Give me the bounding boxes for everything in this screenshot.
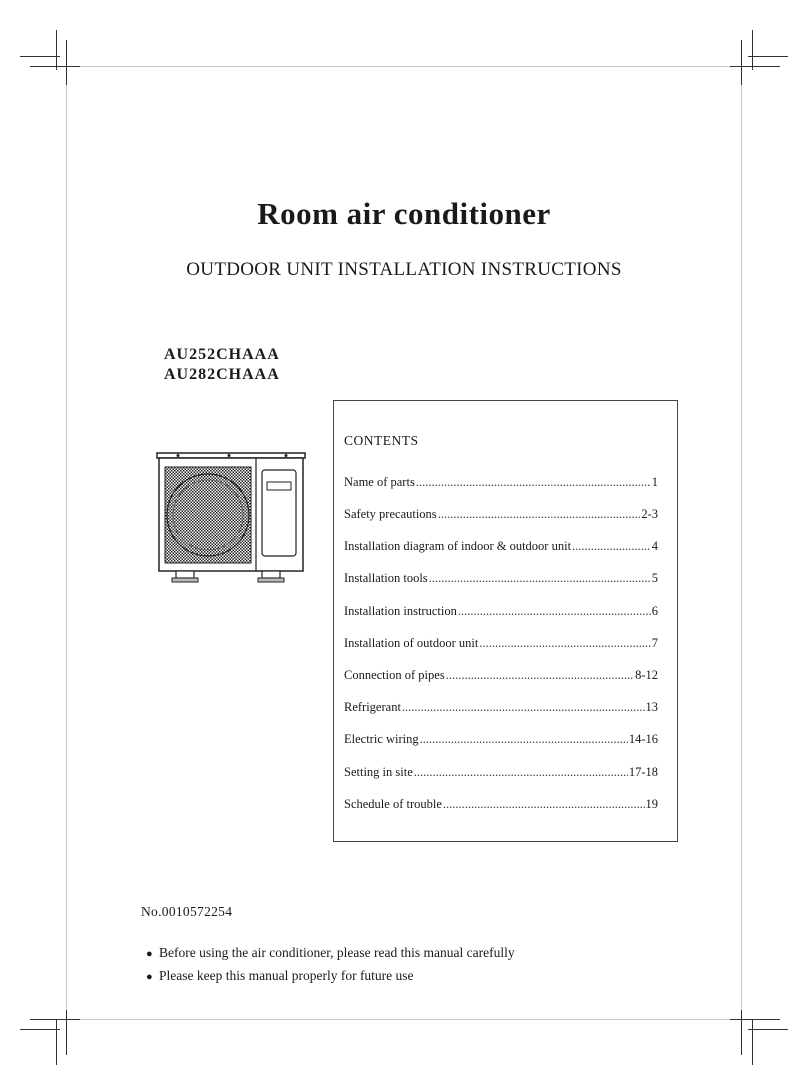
toc-item-page: 8-12 <box>635 668 658 682</box>
toc-item-label: Name of parts <box>344 475 415 489</box>
toc-leader-dots <box>438 507 641 522</box>
toc-item-page: 14-16 <box>628 732 658 746</box>
toc-item-label: Safety precautions <box>344 507 437 521</box>
toc-item[interactable] <box>344 636 658 654</box>
outdoor-unit-illustration <box>156 452 306 586</box>
contents-heading: CONTENTS <box>344 433 419 448</box>
toc-item[interactable] <box>344 507 658 525</box>
bullet-icon: ● <box>146 948 153 960</box>
toc-item-label: Installation diagram of indoor & outdoor unit <box>344 539 572 553</box>
table-of-contents <box>333 400 678 842</box>
toc-item[interactable] <box>344 797 658 815</box>
bullet-icon: ● <box>146 971 153 983</box>
toc-item-label: Setting in site <box>344 765 413 779</box>
document-title: Room air conditioner <box>257 196 551 231</box>
model-number: AU282CHAAA <box>164 366 280 383</box>
toc-leader-dots <box>420 732 628 747</box>
note-text: Before using the air conditioner, please read this manual carefully <box>159 945 515 960</box>
toc-item-page: 13 <box>645 700 658 714</box>
toc-item[interactable] <box>344 475 658 493</box>
toc-item[interactable] <box>344 765 658 783</box>
toc-item-label: Refrigerant <box>344 700 401 714</box>
list-item <box>146 965 515 988</box>
toc-item-page: 5 <box>651 571 658 585</box>
toc-item-page: 2-3 <box>641 507 658 521</box>
toc-item-page: 1 <box>651 475 658 489</box>
toc-leader-dots <box>458 604 651 619</box>
note-text: Please keep this manual properly for future use <box>159 968 414 983</box>
toc-leader-dots <box>572 539 651 554</box>
toc-leader-dots <box>416 475 651 490</box>
toc-item-label: Installation tools <box>344 571 428 585</box>
document-subtitle: OUTDOOR UNIT INSTALLATION INSTRUCTIONS <box>186 259 622 280</box>
toc-item[interactable] <box>344 668 658 686</box>
toc-leader-dots <box>402 700 645 715</box>
toc-item-label: Installation instruction <box>344 604 457 618</box>
toc-item-label: Electric wiring <box>344 732 419 746</box>
toc-item-page: 7 <box>651 636 658 650</box>
toc-leader-dots <box>429 571 651 586</box>
toc-item-label: Schedule of trouble <box>344 797 442 811</box>
toc-item[interactable] <box>344 604 658 622</box>
toc-item-label: Connection of pipes <box>344 668 445 682</box>
toc-item[interactable] <box>344 732 658 750</box>
toc-item[interactable] <box>344 571 658 589</box>
toc-leader-dots <box>443 797 645 812</box>
toc-leader-dots <box>479 636 650 651</box>
notes-list <box>146 942 515 988</box>
toc-item-page: 19 <box>645 797 658 811</box>
toc-item-label: Installation of outdoor unit <box>344 636 479 650</box>
toc-leader-dots <box>414 765 628 780</box>
list-item <box>146 942 515 965</box>
document-number: No.0010572254 <box>141 904 233 919</box>
toc-item[interactable] <box>344 539 658 557</box>
toc-item-page: 17-18 <box>628 765 658 779</box>
toc-item-page: 4 <box>651 539 658 553</box>
toc-leader-dots <box>446 668 634 683</box>
toc-item[interactable] <box>344 700 658 718</box>
model-number: AU252CHAAA <box>164 346 280 363</box>
toc-item-page: 6 <box>651 604 658 618</box>
